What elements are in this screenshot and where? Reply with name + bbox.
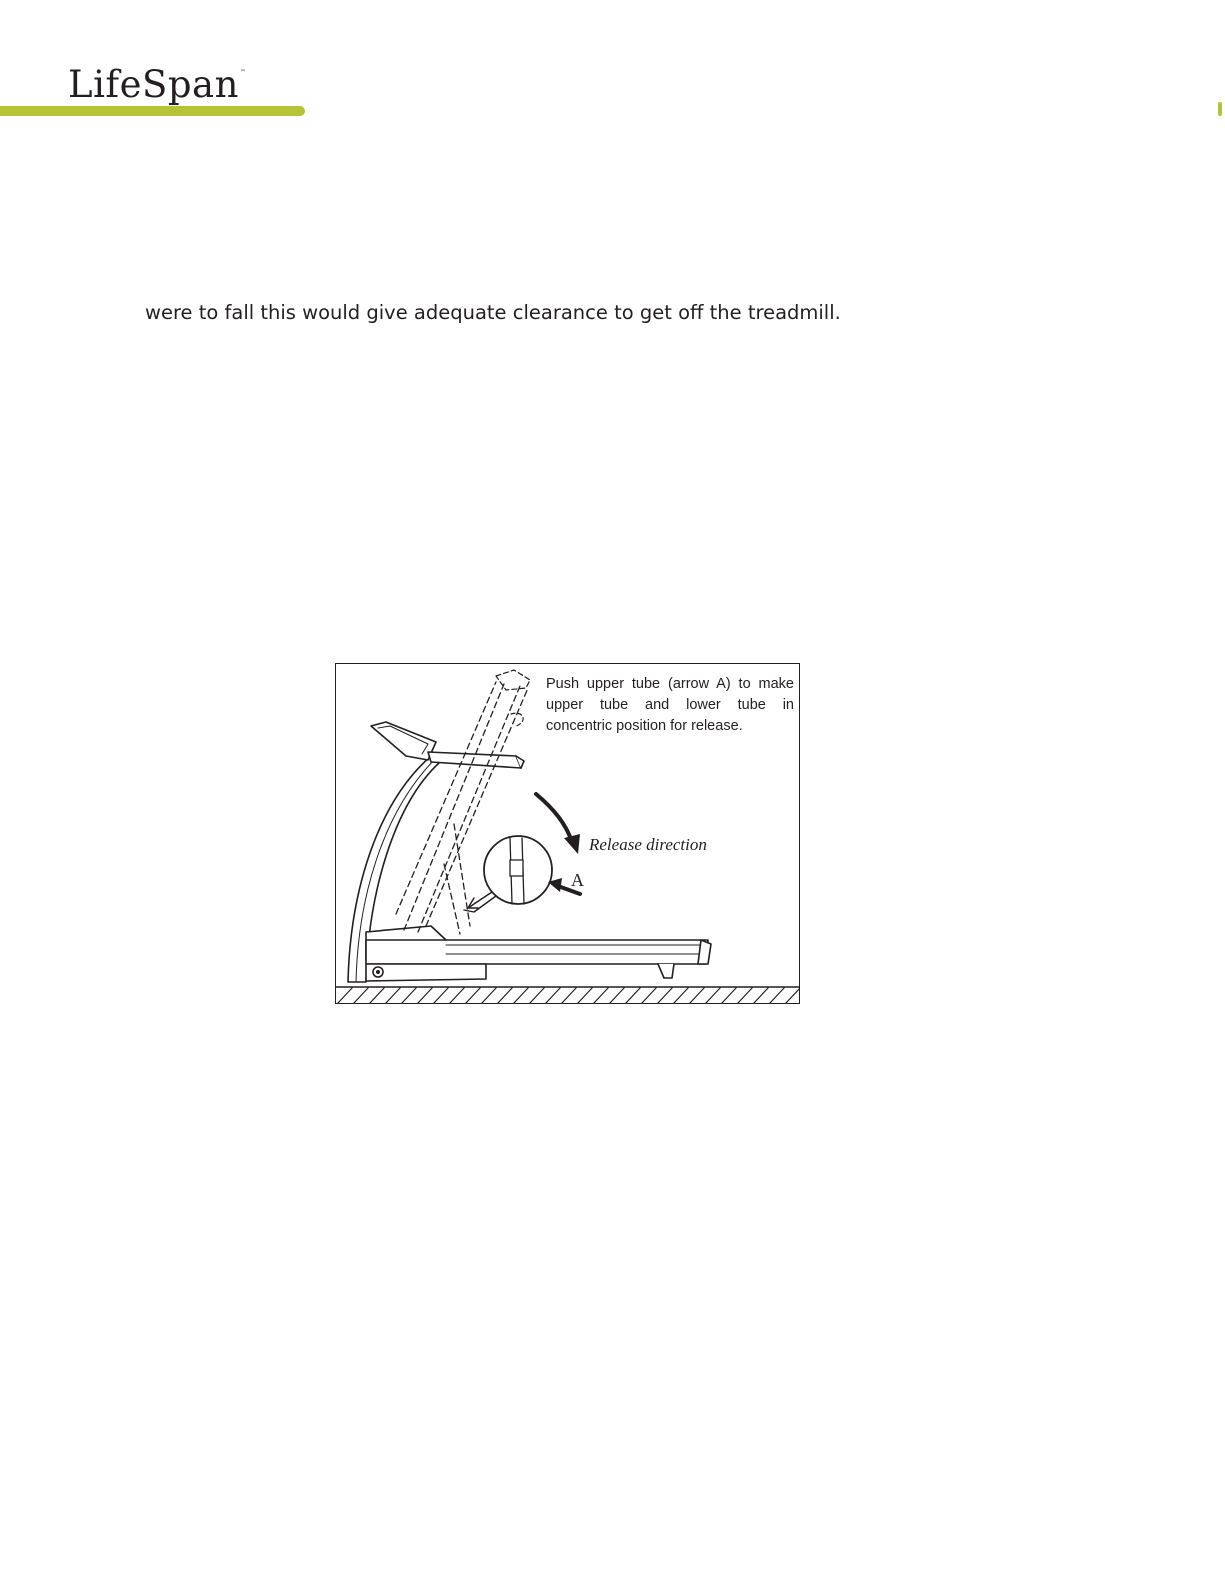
release-direction-label: Release direction [589,835,707,854]
rear-end-cap [698,940,711,964]
detail-pointer [468,892,492,908]
upper-tube-top [496,670,530,690]
page-edge-marker [1218,102,1222,116]
handlebar [428,752,521,768]
arrow-a-label: A [571,870,584,890]
treadmill-deck [366,940,708,964]
brand-logo [68,63,247,106]
trademark-symbol: ™ [239,69,247,76]
brand-name: LifeSpan [68,63,239,106]
figure-caption: Push upper tube (arrow A) to make upper tube and lower tube in concentric position for release. [546,676,794,734]
floor-hatching [338,988,800,1003]
header-accent-bar [0,106,305,116]
body-paragraph: were to fall this would give adequate clearance to get off the treadmill. [145,301,841,324]
rear-foot [658,964,674,978]
release-direction-arrow [536,794,572,842]
base-frame [366,964,486,981]
treadmill-release-figure [335,663,800,1004]
